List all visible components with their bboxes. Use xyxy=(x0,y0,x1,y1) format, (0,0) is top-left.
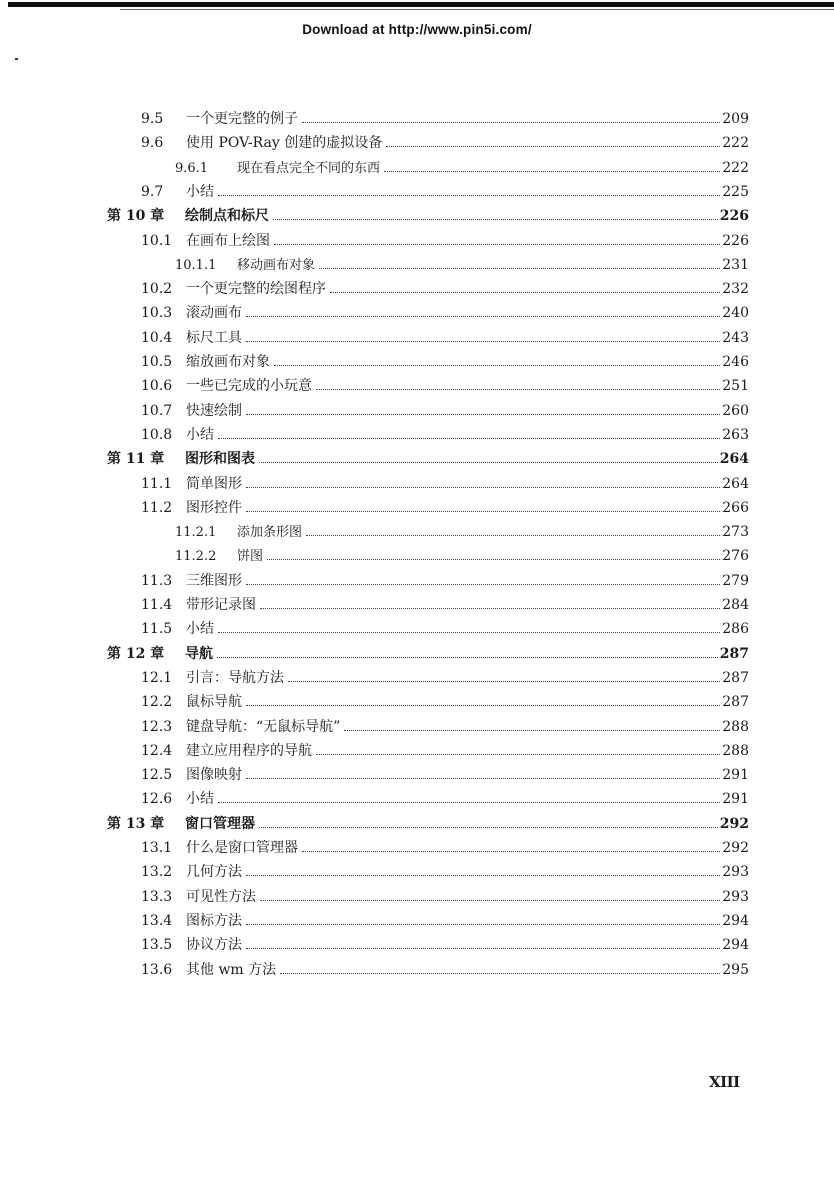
toc-page-number: 225 xyxy=(722,183,749,200)
toc-entry-section xyxy=(141,569,749,593)
toc-entry-section xyxy=(141,885,749,909)
toc-number: 10.7 xyxy=(141,402,173,419)
toc-dot-leader xyxy=(274,244,720,245)
toc-page-number: 209 xyxy=(722,111,749,127)
toc-dot-leader xyxy=(246,778,720,779)
scan-speck xyxy=(15,58,18,60)
toc-entry-chapter xyxy=(107,447,749,471)
toc-dot-leader xyxy=(218,802,720,803)
toc-title: 移动画布对象 xyxy=(237,257,316,273)
toc-entry-section xyxy=(141,617,749,641)
toc-entry-section xyxy=(141,496,749,520)
toc-title: 标尺工具 xyxy=(186,329,242,346)
toc-entry-section xyxy=(141,326,749,350)
toc-page-number: 287 xyxy=(722,694,749,711)
toc-number: 第 12 章 xyxy=(107,645,165,662)
toc-title: 三维图形 xyxy=(186,572,242,589)
toc-page-number: 251 xyxy=(722,378,749,395)
toc-dot-leader xyxy=(218,195,720,196)
toc-number: 13.6 xyxy=(141,961,173,978)
toc-dot-leader xyxy=(288,681,720,682)
toc-dot-leader xyxy=(319,268,720,269)
toc-title: 饼图 xyxy=(237,549,264,565)
toc-title: 绘制点和标尺 xyxy=(185,208,269,225)
toc-page-number: 288 xyxy=(722,718,749,735)
toc-entry-section xyxy=(141,909,749,933)
toc-entry-chapter xyxy=(107,642,749,666)
toc-dot-leader xyxy=(273,219,718,220)
toc-title: 图像映射 xyxy=(186,767,242,784)
toc-dot-leader xyxy=(306,535,720,536)
toc-entry-section xyxy=(141,787,749,811)
toc-dot-leader xyxy=(267,559,720,560)
toc-number: 10.6 xyxy=(141,378,173,395)
toc-dot-leader xyxy=(302,851,720,852)
toc-entry-sub xyxy=(175,520,749,544)
toc-number: 13.4 xyxy=(141,912,173,929)
toc-title: 使用 POV-Ray 创建的虚拟设备 xyxy=(186,135,383,152)
toc-number: 10.1 xyxy=(141,232,173,249)
toc-entry-sub xyxy=(175,544,749,568)
toc-number: 11.3 xyxy=(141,572,173,589)
toc-page-number: 293 xyxy=(722,864,749,881)
top-rule xyxy=(8,2,834,7)
toc-entry-section xyxy=(141,739,749,763)
toc-entry-section xyxy=(141,860,749,884)
toc-number: 10.3 xyxy=(141,305,173,322)
toc-entry-section xyxy=(141,933,749,957)
toc-title: 鼠标导航 xyxy=(186,694,242,711)
page-folio: XIII xyxy=(709,1073,740,1091)
toc-title: 键盘导航：“无鼠标导航” xyxy=(186,718,341,735)
toc-number: 10.1.1 xyxy=(175,257,217,273)
toc-title: 几何方法 xyxy=(186,864,242,881)
toc-dot-leader xyxy=(218,438,720,439)
toc-dot-leader xyxy=(246,924,720,925)
toc-number: 10.4 xyxy=(141,329,173,346)
toc-page-number: 292 xyxy=(719,815,749,832)
toc-page-number: 260 xyxy=(722,402,749,419)
toc-title: 现在看点完全不同的东西 xyxy=(237,160,381,176)
toc-page-number: 246 xyxy=(722,354,749,370)
toc-entry-section xyxy=(141,423,749,447)
toc-page-number: 222 xyxy=(722,159,749,176)
toc-number: 12.5 xyxy=(141,767,173,784)
toc-title: 小结 xyxy=(186,183,214,200)
toc-entry-section xyxy=(141,277,749,301)
toc-dot-leader xyxy=(316,389,720,390)
toc-entry-section xyxy=(141,399,749,423)
toc-dot-leader xyxy=(259,462,718,463)
toc-entry-section xyxy=(141,350,749,374)
toc-number: 12.2 xyxy=(141,694,173,711)
toc-title: 小结 xyxy=(186,791,214,808)
toc-dot-leader xyxy=(316,754,720,755)
toc-entry-section xyxy=(141,666,749,690)
toc-entry-section xyxy=(141,958,749,982)
toc-entry-section xyxy=(141,374,749,398)
toc-dot-leader xyxy=(246,875,720,876)
toc-page-number: 266 xyxy=(722,499,749,516)
toc-number: 10.8 xyxy=(141,426,173,443)
toc-number: 11.4 xyxy=(141,597,173,613)
toc-title: 窗口管理器 xyxy=(185,815,255,832)
toc-number: 第 11 章 xyxy=(107,451,165,468)
toc-page-number: 222 xyxy=(722,135,749,152)
toc-number: 13.3 xyxy=(141,888,173,905)
toc-dot-leader xyxy=(259,827,718,828)
toc-entry-section xyxy=(141,690,749,714)
toc-title: 缩放画布对象 xyxy=(186,354,270,370)
toc-number: 12.6 xyxy=(141,791,173,808)
toc-title: 导航 xyxy=(185,645,213,662)
toc-title: 快速绘制 xyxy=(186,402,242,419)
toc-page-number: 295 xyxy=(722,961,749,978)
toc-number: 11.2.2 xyxy=(175,549,217,565)
toc-page-number: 294 xyxy=(722,912,749,929)
toc-page-number: 291 xyxy=(722,767,749,784)
toc-number: 第 13 章 xyxy=(107,815,165,832)
toc-number: 13.2 xyxy=(141,864,173,881)
toc-number: 12.3 xyxy=(141,718,173,735)
toc-dot-leader xyxy=(246,705,720,706)
toc-title: 带形记录图 xyxy=(186,597,256,613)
toc-number: 11.5 xyxy=(141,621,173,638)
toc-number: 9.6 xyxy=(141,135,164,152)
toc-title: 图标方法 xyxy=(186,912,242,929)
toc-page-number: 286 xyxy=(722,621,749,638)
toc-entry-section xyxy=(141,715,749,739)
toc-dot-leader xyxy=(246,948,720,949)
toc-page-number: 291 xyxy=(722,791,749,808)
toc-page-number: 279 xyxy=(722,572,749,589)
toc-dot-leader xyxy=(302,122,720,123)
toc-number: 9.6.1 xyxy=(175,160,209,176)
toc-page-number: 243 xyxy=(722,329,749,346)
toc-page-number: 264 xyxy=(719,451,749,468)
toc-entry-chapter xyxy=(107,204,749,228)
toc-dot-leader xyxy=(274,365,720,366)
toc-entry-sub xyxy=(175,156,749,180)
toc-page-number: 276 xyxy=(722,548,749,565)
toc-title: 图形和图表 xyxy=(185,451,255,468)
toc-title: 建立应用程序的导航 xyxy=(186,742,312,759)
toc-entry-chapter xyxy=(107,812,749,836)
toc-number: 13.1 xyxy=(141,840,173,856)
toc-dot-leader xyxy=(384,171,720,172)
toc-page-number: 288 xyxy=(722,742,749,759)
toc-number: 9.5 xyxy=(141,111,164,127)
toc-entry-section xyxy=(141,301,749,325)
toc-dot-leader xyxy=(260,608,720,609)
toc-dot-leader xyxy=(246,511,720,512)
toc-title: 引言：导航方法 xyxy=(186,669,284,686)
toc-entry-section xyxy=(141,836,749,860)
toc-number: 10.2 xyxy=(141,281,173,298)
toc-dot-leader xyxy=(344,730,720,731)
toc-page-number: 231 xyxy=(722,256,749,273)
toc-page-number: 284 xyxy=(722,597,749,613)
toc-title: 一些已完成的小玩意 xyxy=(186,378,312,395)
toc-number: 9.7 xyxy=(141,183,164,200)
toc-dot-leader xyxy=(280,973,720,974)
toc-entry-section xyxy=(141,593,749,617)
toc-number: 11.1 xyxy=(141,475,173,492)
toc-title: 协议方法 xyxy=(186,937,242,954)
toc-dot-leader xyxy=(217,657,718,658)
toc-dot-leader xyxy=(330,292,720,293)
toc-title: 图形控件 xyxy=(186,499,242,516)
toc-dot-leader xyxy=(246,414,720,415)
toc-number: 13.5 xyxy=(141,937,173,954)
toc-page-number: 287 xyxy=(722,669,749,686)
toc-title: 什么是窗口管理器 xyxy=(186,840,298,856)
toc-page-number: 240 xyxy=(722,305,749,322)
toc-page-number: 226 xyxy=(722,232,749,249)
toc-number: 第 10 章 xyxy=(107,208,165,225)
toc-dot-leader xyxy=(386,146,720,147)
toc-title: 小结 xyxy=(186,621,214,638)
toc-entry-section xyxy=(141,107,749,131)
toc-page-number: 232 xyxy=(722,281,749,298)
toc-title: 一个更完整的例子 xyxy=(186,111,298,127)
toc-entry-section xyxy=(141,180,749,204)
toc-dot-leader xyxy=(218,632,720,633)
top-rule-thin xyxy=(120,9,834,10)
toc-title: 可见性方法 xyxy=(186,888,256,905)
toc-number: 12.4 xyxy=(141,742,173,759)
toc-title: 滚动画布 xyxy=(186,305,242,322)
toc-entry-sub xyxy=(175,253,749,277)
toc-page-number: 226 xyxy=(719,208,749,225)
toc-entry-section xyxy=(141,131,749,155)
toc-page-number: 294 xyxy=(722,937,749,954)
toc-title: 一个更完整的绘图程序 xyxy=(186,281,326,298)
toc-number: 10.5 xyxy=(141,354,173,370)
toc-dot-leader xyxy=(246,584,720,585)
toc-page-number: 264 xyxy=(722,475,749,492)
toc-dot-leader xyxy=(246,341,720,342)
toc-dot-leader xyxy=(246,316,720,317)
toc-page-number: 293 xyxy=(722,888,749,905)
download-banner: Download at http://www.pin5i.com/ xyxy=(302,22,532,37)
toc-dot-leader xyxy=(260,900,720,901)
toc-entry-section xyxy=(141,229,749,253)
toc-title: 简单图形 xyxy=(186,475,242,492)
toc-page-number: 273 xyxy=(722,524,749,541)
toc-entry-section xyxy=(141,763,749,787)
toc-page-number: 292 xyxy=(722,840,749,856)
toc-title: 在画布上绘图 xyxy=(186,232,270,249)
toc-dot-leader xyxy=(246,487,720,488)
toc-number: 12.1 xyxy=(141,669,173,686)
toc-entry-section xyxy=(141,472,749,496)
toc-title: 其他 wm 方法 xyxy=(186,961,277,978)
toc-title: 添加条形图 xyxy=(237,525,303,541)
toc-title: 小结 xyxy=(186,426,214,443)
toc-page-number: 287 xyxy=(719,645,749,662)
toc-number: 11.2 xyxy=(141,499,173,516)
toc-number: 11.2.1 xyxy=(175,525,217,541)
toc-page-number: 263 xyxy=(722,426,749,443)
